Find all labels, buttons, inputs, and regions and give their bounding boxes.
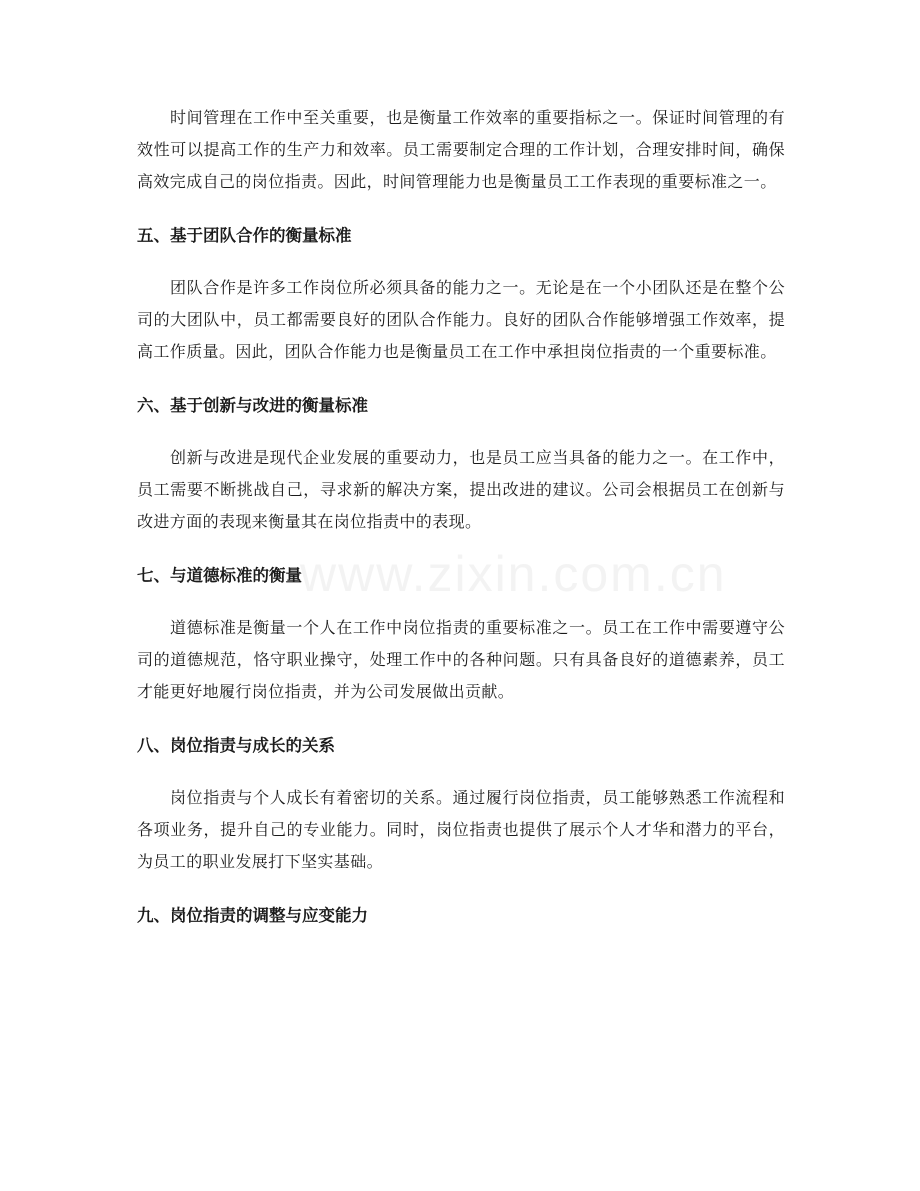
paragraph-section-6: 创新与改进是现代企业发展的重要动力，也是员工应当具备的能力之一。在工作中，员工需要不断挑战自己，寻求新的解决方案，提出改进的建议。公司会根据员工在创新与改进方面的表现来衡量其在岗位指责中的表现。 bbox=[137, 448, 785, 531]
heading-section-5: 五、基于团队合作的衡量标准 bbox=[137, 226, 352, 245]
heading-section-8: 八、岗位指责与成长的关系 bbox=[137, 736, 335, 755]
paragraph-section-7: 道德标准是衡量一个人在工作中岗位指责的重要标准之一。员工在工作中需要遵守公司的道德规范，恪守职业操守，处理工作中的各种问题。只有具备良好的道德素养，员工才能更好地履行岗位指责，并为公司发展做出贡献。 bbox=[137, 618, 785, 701]
paragraph-section-5: 团队合作是许多工作岗位所必须具备的能力之一。无论是在一个小团队还是在整个公司的大团队中，员工都需要良好的团队合作能力。良好的团队合作能够增强工作效率，提高工作质量。因此，团队合作能力也是衡量员工在工作中承担岗位指责的一个重要标准。 bbox=[137, 278, 785, 361]
heading-section-6: 六、基于创新与改进的衡量标准 bbox=[137, 396, 368, 415]
paragraph-section-8: 岗位指责与个人成长有着密切的关系。通过履行岗位指责，员工能够熟悉工作流程和各项业务，提升自己的专业能力。同时，岗位指责也提供了展示个人才华和潜力的平台，为员工的职业发展打下坚实基础。 bbox=[137, 788, 785, 871]
heading-section-7: 七、与道德标准的衡量 bbox=[137, 566, 302, 585]
watermark: www.zixin.com.cn bbox=[300, 546, 727, 602]
heading-section-9: 九、岗位指责的调整与应变能力 bbox=[137, 906, 368, 925]
document-body bbox=[137, 102, 785, 932]
paragraph-time-management: 时间管理在工作中至关重要，也是衡量工作效率的重要指标之一。保证时间管理的有效性可以提高工作的生产力和效率。员工需要制定合理的工作计划，合理安排时间，确保高效完成自己的岗位指责。因此，时间管理能力也是衡量员工工作表现的重要标准之一。 bbox=[137, 108, 785, 191]
